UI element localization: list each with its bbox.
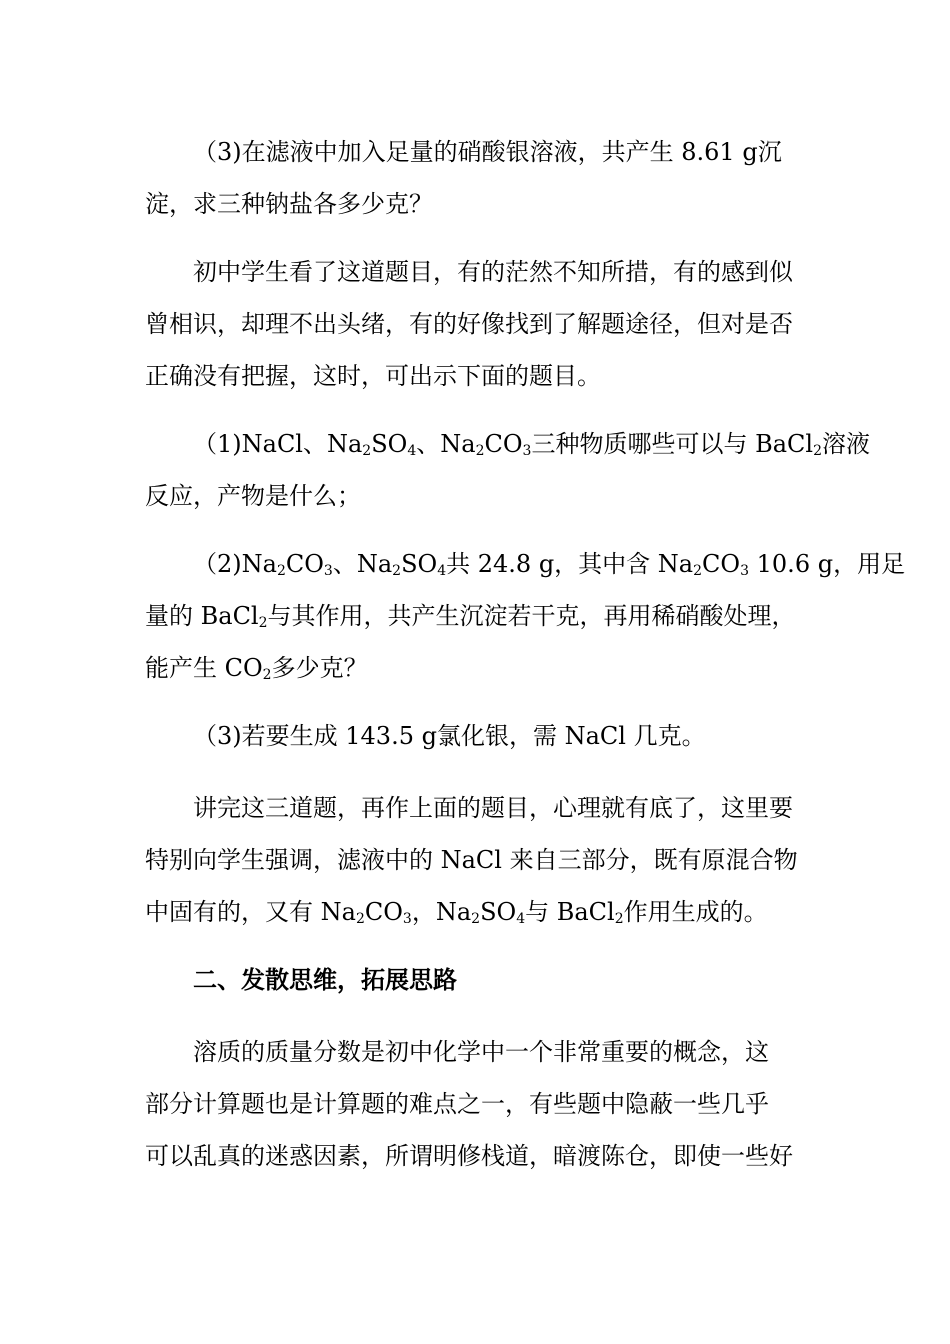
text-line: 淀，求三种钠盐各多少克？ <box>145 190 433 218</box>
text-line <box>145 886 810 938</box>
text-run: SO <box>480 898 517 926</box>
text-run: （2)Na <box>193 550 277 578</box>
text-run: CO <box>702 550 741 578</box>
subscript: 3 <box>323 563 333 579</box>
section-heading <box>145 954 810 1006</box>
text-run: （1)NaCl、Na <box>193 430 363 458</box>
text-line <box>145 418 871 470</box>
text-line: 特别向学生强调，滤液中的 NaCl 来自三部分，既有原混合物 <box>145 846 798 874</box>
text-line: 溶质的质量分数是初中化学中一个非常重要的概念，这 <box>193 1038 769 1066</box>
subscript: 2 <box>258 615 268 631</box>
subscript: 2 <box>392 563 402 579</box>
text-run: 多少克？ <box>271 654 368 682</box>
explanation-paragraph <box>145 782 810 938</box>
text-run: 与 BaCl <box>525 898 615 926</box>
text-run: 量的 BaCl <box>145 602 259 630</box>
text-run: ，Na <box>411 898 472 926</box>
text-run: 共 24.8 g，其中含 Na <box>446 550 694 578</box>
subscript: 2 <box>475 443 485 459</box>
text-run: 、Na <box>332 550 393 578</box>
sub-question-2-paragraph <box>145 538 906 694</box>
concept-paragraph <box>145 1026 810 1182</box>
text-line: 反应，产物是什么； <box>145 482 361 510</box>
text-run: 与其作用，共产生沉淀若干克，再用稀硝酸处理， <box>267 602 796 630</box>
text-run: CO <box>364 898 403 926</box>
text-run: SO <box>371 430 408 458</box>
text-line <box>145 538 906 590</box>
subscript: 2 <box>362 443 372 459</box>
text-run: CO <box>285 550 324 578</box>
students-reaction-paragraph <box>145 246 810 402</box>
subscript: 2 <box>262 667 272 683</box>
text-line <box>145 590 810 642</box>
text-line: 曾相识，却理不出头绪，有的好像找到了解题途径，但对是否 <box>145 310 793 338</box>
text-run: SO <box>401 550 438 578</box>
subscript: 2 <box>276 563 286 579</box>
text-run: 中固有的，又有 Na <box>145 898 356 926</box>
subscript: 2 <box>813 443 823 459</box>
subscript: 4 <box>437 563 447 579</box>
text-line: 讲完这三道题，再作上面的题目，心理就有底了，这里要 <box>193 794 793 822</box>
subscript: 2 <box>614 911 624 927</box>
heading-text: 二、发散思维，拓展思路 <box>193 966 457 994</box>
question-3-paragraph <box>145 126 810 230</box>
text-run: 10.6 g，用足 <box>749 550 906 578</box>
text-run: 溶液 <box>822 430 871 458</box>
text-run: CO <box>484 430 523 458</box>
subscript: 4 <box>516 911 526 927</box>
text-run: 三种物质哪些可以与 BaCl <box>531 430 814 458</box>
subscript: 3 <box>402 911 412 927</box>
text-line: （3)若要生成 143.5 g氯化银，需 NaCl 几克。 <box>193 722 706 750</box>
text-line: 可以乱真的迷惑因素，所谓明修栈道，暗渡陈仓，即使一些好 <box>145 1142 793 1170</box>
text-line: 初中学生看了这道题目，有的茫然不知所措，有的感到似 <box>193 258 793 286</box>
sub-question-1-paragraph <box>145 418 871 522</box>
subscript: 3 <box>522 443 532 459</box>
text-line: 部分计算题也是计算题的难点之一，有些题中隐蔽一些几乎 <box>145 1090 769 1118</box>
text-line <box>145 642 810 694</box>
subscript: 2 <box>693 563 703 579</box>
subscript: 4 <box>407 443 417 459</box>
text-line: （3)在滤液中加入足量的硝酸银溶液，共产生 8.61 g沉 <box>193 138 782 166</box>
subscript: 3 <box>740 563 750 579</box>
subscript: 2 <box>355 911 365 927</box>
text-run: 、Na <box>416 430 476 458</box>
text-run: 作用生成的。 <box>623 898 768 926</box>
text-run: 能产生 CO <box>145 654 263 682</box>
subscript: 2 <box>471 911 481 927</box>
text-line: 正确没有把握，这时，可出示下面的题目。 <box>145 362 601 390</box>
sub-question-3-paragraph <box>145 710 810 762</box>
